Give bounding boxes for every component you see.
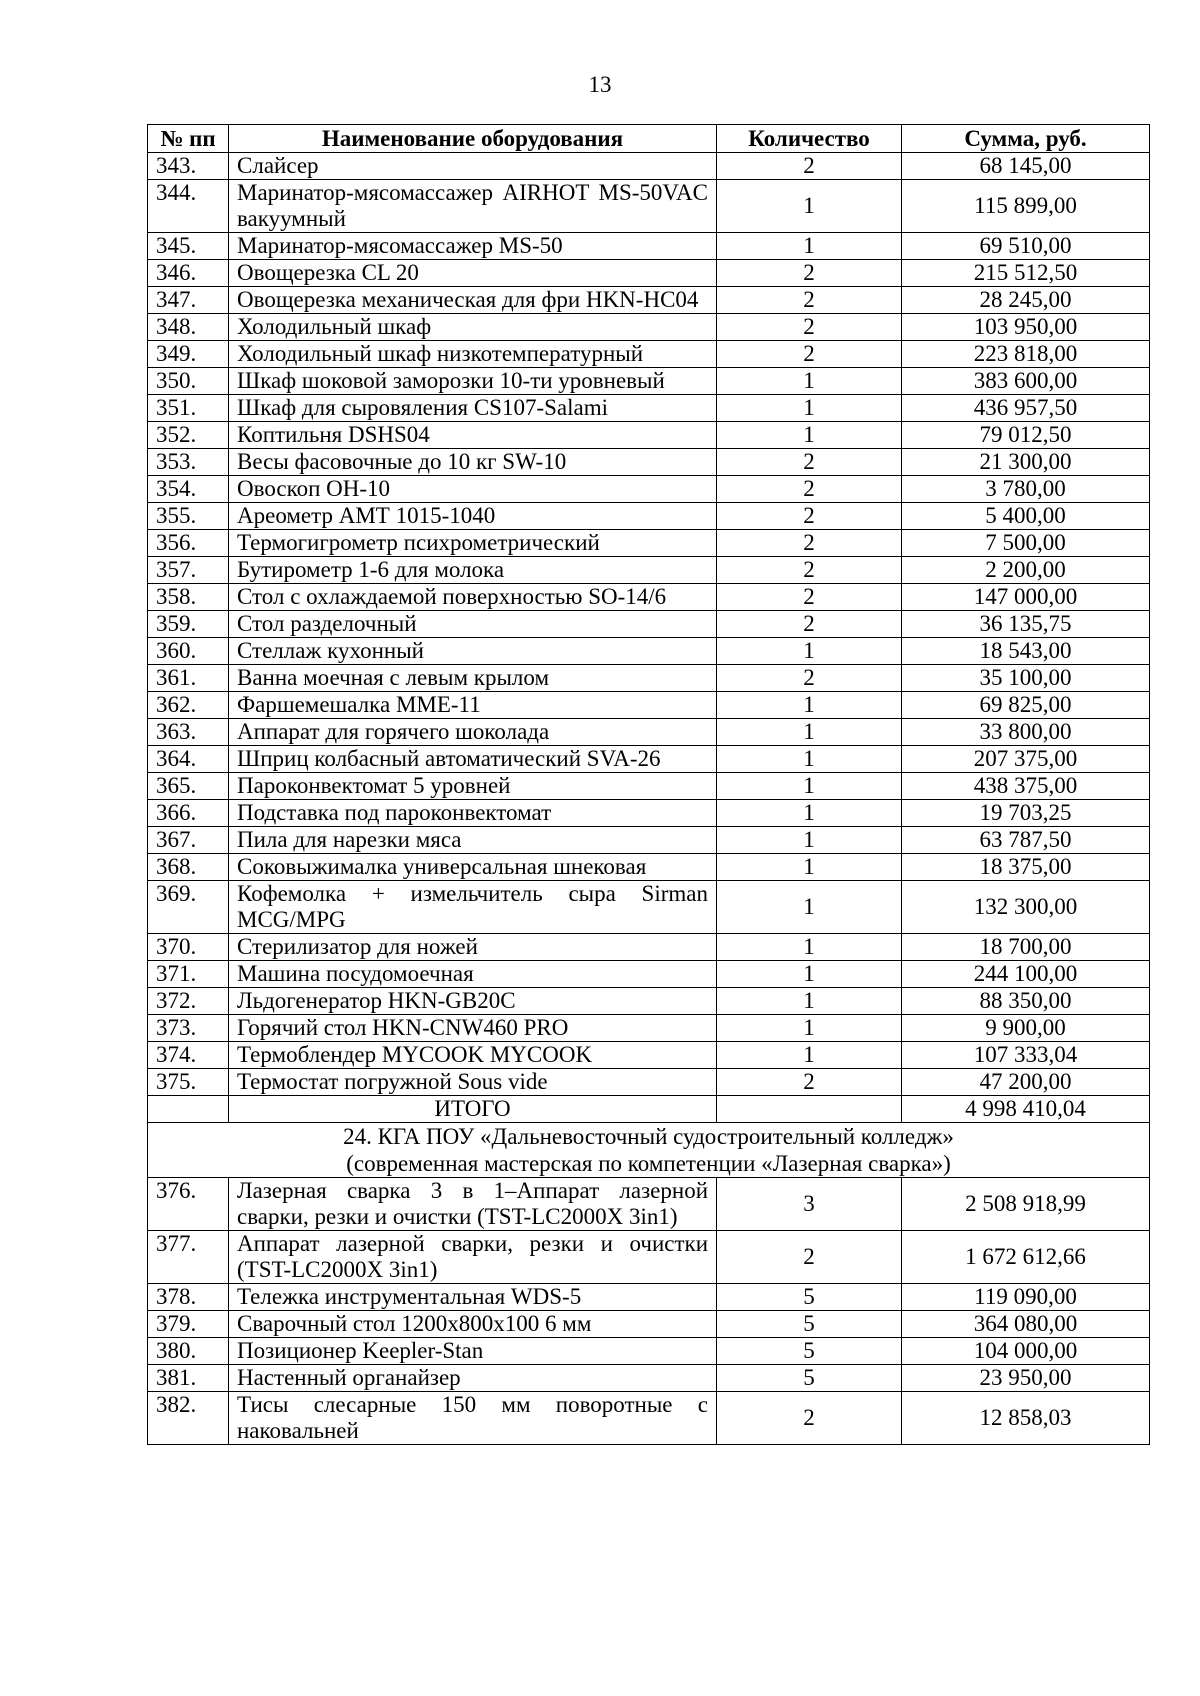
table-row [148, 557, 1150, 584]
row-number: 367. [148, 827, 229, 854]
row-quantity: 1 [717, 1042, 902, 1069]
row-quantity: 1 [717, 800, 902, 827]
row-quantity: 5 [717, 1365, 902, 1392]
row-quantity: 5 [717, 1284, 902, 1311]
row-quantity: 2 [717, 449, 902, 476]
row-name: Овоскоп ОН-10 [229, 476, 717, 503]
row-name: Шкаф шоковой заморозки 10-ти уровневый [229, 368, 717, 395]
row-name: Весы фасовочные до 10 кг SW-10 [229, 449, 717, 476]
row-quantity: 5 [717, 1311, 902, 1338]
row-quantity: 2 [717, 503, 902, 530]
row-number: 358. [148, 584, 229, 611]
table-row [148, 503, 1150, 530]
row-number: 381. [148, 1365, 229, 1392]
row-quantity: 1 [717, 719, 902, 746]
row-name: Стеллаж кухонный [229, 638, 717, 665]
table-row [148, 1042, 1150, 1069]
row-name: Пароконвектомат 5 уровней [229, 773, 717, 800]
section-title-line2: (современная мастерская по компетенции «Лазерная сварка») [346, 1151, 951, 1176]
row-sum: 36 135,75 [902, 611, 1150, 638]
row-name: Маринатор-мясомассажер MS-50 [229, 233, 717, 260]
total-empty-cell [148, 1096, 229, 1123]
row-quantity: 1 [717, 368, 902, 395]
row-sum: 132 300,00 [902, 881, 1150, 934]
row-number: 377. [148, 1231, 229, 1284]
row-sum: 19 703,25 [902, 800, 1150, 827]
row-number: 374. [148, 1042, 229, 1069]
row-quantity: 2 [717, 557, 902, 584]
row-sum: 436 957,50 [902, 395, 1150, 422]
row-quantity: 1 [717, 422, 902, 449]
row-quantity: 1 [717, 854, 902, 881]
row-sum: 47 200,00 [902, 1069, 1150, 1096]
row-name: Позиционер Keepler-Stan [229, 1338, 717, 1365]
row-number: 349. [148, 341, 229, 368]
row-name: Подставка под пароконвектомат [229, 800, 717, 827]
row-sum: 107 333,04 [902, 1042, 1150, 1069]
row-number: 353. [148, 449, 229, 476]
row-quantity: 1 [717, 881, 902, 934]
row-number: 364. [148, 746, 229, 773]
row-name: Холодильный шкаф [229, 314, 717, 341]
row-quantity: 2 [717, 530, 902, 557]
row-sum: 103 950,00 [902, 314, 1150, 341]
row-sum: 5 400,00 [902, 503, 1150, 530]
table-row [148, 395, 1150, 422]
row-sum: 1 672 612,66 [902, 1231, 1150, 1284]
row-sum: 3 780,00 [902, 476, 1150, 503]
row-number: 365. [148, 773, 229, 800]
row-sum: 104 000,00 [902, 1338, 1150, 1365]
row-sum: 147 000,00 [902, 584, 1150, 611]
row-sum: 33 800,00 [902, 719, 1150, 746]
row-name: Ванна моечная с левым крылом [229, 665, 717, 692]
row-name: Пила для нарезки мяса [229, 827, 717, 854]
row-name: Аппарат лазерной сварки, резки и очистки (TST-LC2000X 3in1) [229, 1231, 717, 1284]
row-sum: 35 100,00 [902, 665, 1150, 692]
total-row [148, 1096, 1150, 1123]
row-number: 368. [148, 854, 229, 881]
row-sum: 21 300,00 [902, 449, 1150, 476]
table-row [148, 638, 1150, 665]
table-row [148, 1178, 1150, 1231]
table-row [148, 961, 1150, 988]
table-row [148, 287, 1150, 314]
row-name: Термоблендер MYCOOK MYCOOK [229, 1042, 717, 1069]
row-number: 373. [148, 1015, 229, 1042]
row-quantity: 2 [717, 476, 902, 503]
row-quantity: 2 [717, 260, 902, 287]
row-number: 372. [148, 988, 229, 1015]
table-row [148, 153, 1150, 180]
row-sum: 438 375,00 [902, 773, 1150, 800]
row-name: Овощерезка механическая для фри HKN-HC04 [229, 287, 717, 314]
row-sum: 18 543,00 [902, 638, 1150, 665]
table-row [148, 422, 1150, 449]
row-sum: 383 600,00 [902, 368, 1150, 395]
row-name: Лазерная сварка 3 в 1–Аппарат лазерной сварки, резки и очистки (TST-LC2000X 3in1) [229, 1178, 717, 1231]
table-row [148, 314, 1150, 341]
row-quantity: 1 [717, 746, 902, 773]
row-number: 356. [148, 530, 229, 557]
row-number: 369. [148, 881, 229, 934]
table-row [148, 881, 1150, 934]
section-title-line1: 24. КГА ПОУ «Дальневосточный судостроительный колледж» [343, 1124, 954, 1149]
row-number: 378. [148, 1284, 229, 1311]
row-sum: 23 950,00 [902, 1365, 1150, 1392]
row-number: 380. [148, 1338, 229, 1365]
row-quantity: 1 [717, 934, 902, 961]
row-name: Стерилизатор для ножей [229, 934, 717, 961]
row-name: Кофемолка + измельчитель сыра Sirman MCG/MPG [229, 881, 717, 934]
row-quantity: 2 [717, 314, 902, 341]
row-sum: 7 500,00 [902, 530, 1150, 557]
row-quantity: 1 [717, 180, 902, 233]
table-row [148, 449, 1150, 476]
row-number: 344. [148, 180, 229, 233]
total-label: ИТОГО [229, 1096, 717, 1123]
table-row [148, 719, 1150, 746]
row-quantity: 2 [717, 665, 902, 692]
row-sum: 79 012,50 [902, 422, 1150, 449]
row-sum: 69 510,00 [902, 233, 1150, 260]
table-row [148, 1231, 1150, 1284]
table-row [148, 692, 1150, 719]
table-row [148, 1392, 1150, 1445]
table-header-row [148, 125, 1150, 153]
row-number: 350. [148, 368, 229, 395]
row-name: Фаршемешалка MME-11 [229, 692, 717, 719]
table-row [148, 1069, 1150, 1096]
row-name: Ареометр АМТ 1015-1040 [229, 503, 717, 530]
table-row [148, 1365, 1150, 1392]
header-name: Наименование оборудования [229, 125, 717, 153]
row-quantity: 1 [717, 961, 902, 988]
row-sum: 68 145,00 [902, 153, 1150, 180]
header-number: № пп [148, 125, 229, 153]
table-row [148, 854, 1150, 881]
row-sum: 88 350,00 [902, 988, 1150, 1015]
row-number: 343. [148, 153, 229, 180]
row-name: Тележка инструментальная WDS-5 [229, 1284, 717, 1311]
row-name: Холодильный шкаф низкотемпературный [229, 341, 717, 368]
rows-section-b [148, 1178, 1150, 1445]
row-name: Сварочный стол 1200х800х100 6 мм [229, 1311, 717, 1338]
table-row [148, 1311, 1150, 1338]
row-number: 379. [148, 1311, 229, 1338]
row-name: Настенный органайзер [229, 1365, 717, 1392]
row-number: 363. [148, 719, 229, 746]
row-sum: 2 200,00 [902, 557, 1150, 584]
row-number: 375. [148, 1069, 229, 1096]
row-number: 382. [148, 1392, 229, 1445]
equipment-table [147, 124, 1150, 1445]
row-name: Стол разделочный [229, 611, 717, 638]
row-number: 360. [148, 638, 229, 665]
table-row [148, 827, 1150, 854]
row-number: 351. [148, 395, 229, 422]
row-sum: 18 375,00 [902, 854, 1150, 881]
row-sum: 9 900,00 [902, 1015, 1150, 1042]
table-row [148, 746, 1150, 773]
row-name: Горячий стол HKN-CNW460 PRO [229, 1015, 717, 1042]
row-quantity: 1 [717, 1015, 902, 1042]
row-sum: 115 899,00 [902, 180, 1150, 233]
section-heading [148, 1123, 1150, 1178]
row-name: Машина посудомоечная [229, 961, 717, 988]
row-number: 348. [148, 314, 229, 341]
table-row [148, 1338, 1150, 1365]
row-number: 366. [148, 800, 229, 827]
table-row [148, 530, 1150, 557]
row-quantity: 2 [717, 611, 902, 638]
row-sum: 215 512,50 [902, 260, 1150, 287]
header-quantity: Количество [717, 125, 902, 153]
page-number: 13 [588, 72, 612, 97]
row-name: Шприц колбасный автоматический SVA-26 [229, 746, 717, 773]
row-number: 362. [148, 692, 229, 719]
table-row [148, 1015, 1150, 1042]
row-number: 371. [148, 961, 229, 988]
section-heading-row [148, 1123, 1150, 1178]
row-name: Термостат погружной Sous vide [229, 1069, 717, 1096]
row-quantity: 1 [717, 395, 902, 422]
row-quantity: 2 [717, 341, 902, 368]
table-row [148, 341, 1150, 368]
total-empty-qty [717, 1096, 902, 1123]
table-row [148, 1284, 1150, 1311]
row-sum: 18 700,00 [902, 934, 1150, 961]
table-row [148, 180, 1150, 233]
row-sum: 244 100,00 [902, 961, 1150, 988]
row-number: 345. [148, 233, 229, 260]
table-row [148, 368, 1150, 395]
row-name: Бутирометр 1-6 для молока [229, 557, 717, 584]
row-quantity: 2 [717, 584, 902, 611]
row-quantity: 1 [717, 233, 902, 260]
row-sum: 364 080,00 [902, 1311, 1150, 1338]
row-name: Овощерезка CL 20 [229, 260, 717, 287]
row-sum: 223 818,00 [902, 341, 1150, 368]
table-row [148, 584, 1150, 611]
row-quantity: 1 [717, 827, 902, 854]
row-name: Слайсер [229, 153, 717, 180]
row-number: 355. [148, 503, 229, 530]
row-name: Тисы слесарные 150 мм поворотные с наковальней [229, 1392, 717, 1445]
table-row [148, 665, 1150, 692]
row-quantity: 2 [717, 1069, 902, 1096]
row-quantity: 1 [717, 692, 902, 719]
row-number: 376. [148, 1178, 229, 1231]
row-sum: 28 245,00 [902, 287, 1150, 314]
total-sum: 4 998 410,04 [902, 1096, 1150, 1123]
header-sum: Сумма, руб. [902, 125, 1150, 153]
row-name: Шкаф для сыровяления CS107-Salami [229, 395, 717, 422]
row-sum: 12 858,03 [902, 1392, 1150, 1445]
row-number: 352. [148, 422, 229, 449]
row-number: 346. [148, 260, 229, 287]
row-quantity: 2 [717, 153, 902, 180]
row-quantity: 5 [717, 1338, 902, 1365]
rows-section-a [148, 153, 1150, 1096]
table-row [148, 233, 1150, 260]
table-row [148, 260, 1150, 287]
row-quantity: 1 [717, 988, 902, 1015]
table-row [148, 800, 1150, 827]
row-quantity: 3 [717, 1178, 902, 1231]
row-number: 359. [148, 611, 229, 638]
row-sum: 119 090,00 [902, 1284, 1150, 1311]
row-number: 361. [148, 665, 229, 692]
row-quantity: 1 [717, 773, 902, 800]
row-name: Льдогенератор HKN-GB20C [229, 988, 717, 1015]
row-name: Маринатор-мясомассажер AIRHOT MS-50VAC вакуумный [229, 180, 717, 233]
row-quantity: 2 [717, 287, 902, 314]
row-name: Соковыжималка универсальная шнековая [229, 854, 717, 881]
table-row [148, 934, 1150, 961]
row-number: 370. [148, 934, 229, 961]
row-sum: 63 787,50 [902, 827, 1150, 854]
row-name: Коптильня DSHS04 [229, 422, 717, 449]
row-number: 357. [148, 557, 229, 584]
row-sum: 2 508 918,99 [902, 1178, 1150, 1231]
row-sum: 207 375,00 [902, 746, 1150, 773]
row-number: 354. [148, 476, 229, 503]
row-name: Термогигрометр психрометрический [229, 530, 717, 557]
row-sum: 69 825,00 [902, 692, 1150, 719]
row-quantity: 1 [717, 638, 902, 665]
table-row [148, 988, 1150, 1015]
row-quantity: 2 [717, 1392, 902, 1445]
table-row [148, 476, 1150, 503]
row-number: 347. [148, 287, 229, 314]
row-name: Аппарат для горячего шоколада [229, 719, 717, 746]
table-row [148, 611, 1150, 638]
table-row [148, 773, 1150, 800]
row-name: Стол с охлаждаемой поверхностью SO-14/6 [229, 584, 717, 611]
row-quantity: 2 [717, 1231, 902, 1284]
